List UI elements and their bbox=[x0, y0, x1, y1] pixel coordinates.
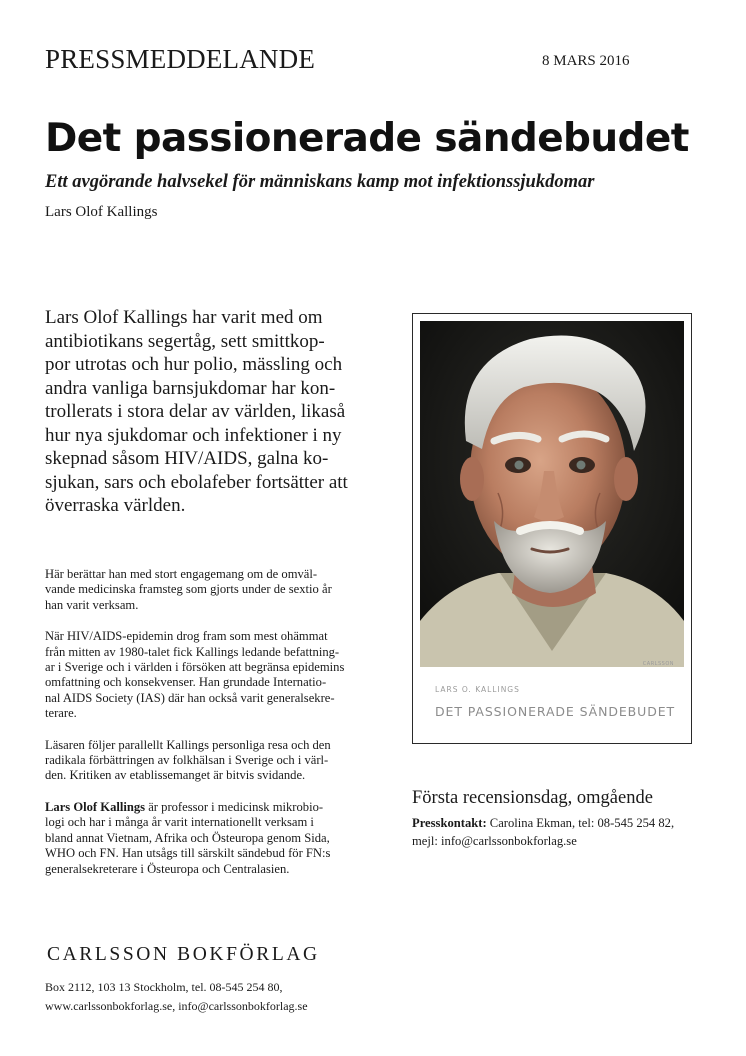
lead-line: andra vanliga barnsjukdomar har kon- bbox=[45, 377, 336, 399]
body-line: han varit verksam. bbox=[45, 597, 139, 612]
author-name: Lars Olof Kallings bbox=[45, 204, 158, 220]
press-contact bbox=[412, 814, 674, 850]
lead-line: hur nya sjukdomar och infektioner i ny bbox=[45, 424, 342, 446]
bio-first-line-rest: är professor i medicinsk mikrobio- bbox=[145, 799, 324, 814]
lead-line: por utrotas och hur polio, mässling och bbox=[45, 354, 343, 375]
contact-email-line: mejl: info@carlssonbokforlag.se bbox=[412, 834, 577, 848]
body-paragraph bbox=[45, 738, 395, 784]
lead-line: sjukan, sars och ebolafeber fortsätter att bbox=[45, 471, 348, 493]
body-line: radikala förbättringen av folkhälsan i Sverige och i värl- bbox=[45, 753, 329, 768]
body-line: omfattning och konsekvenser. Han grundade Internatio- bbox=[45, 675, 327, 690]
release-date: 8 MARS 2016 bbox=[542, 53, 630, 69]
body-line: nal AIDS Society (IAS) där han också varit generalsekre- bbox=[45, 690, 335, 705]
lead-line: antibiotikans segertåg, sett smittkop- bbox=[45, 330, 325, 352]
lead-paragraph bbox=[45, 306, 395, 518]
body-line: bland annat Vietnam, Afrika och Östeuropa genom Sida, bbox=[45, 830, 330, 845]
body-text bbox=[45, 567, 395, 877]
press-release-label: PRESSMEDDELANDE bbox=[45, 44, 316, 74]
publisher-address bbox=[45, 978, 308, 1015]
body-line: Läsaren följer parallellt Kallings personliga resa och den bbox=[45, 737, 331, 752]
body-line: När HIV/AIDS-epidemin drog fram som mest ohämmat bbox=[45, 629, 328, 644]
lead-line: överraska världen. bbox=[45, 495, 186, 516]
body-paragraph bbox=[45, 567, 395, 613]
bio-name: Lars Olof Kallings bbox=[45, 799, 146, 814]
author-bio-paragraph bbox=[45, 800, 395, 877]
subtitle: Ett avgörande halvsekel för människans kamp mot infektionssjukdomar bbox=[45, 172, 595, 192]
photo-credit: CARLSSON bbox=[642, 661, 674, 667]
cover-title: DET PASSIONERADE SÄNDEBUDET bbox=[435, 704, 676, 719]
body-line: från mitten av 1980-talet fick Kallings ledande befattning- bbox=[45, 644, 340, 659]
body-line: ar i Sverige och i världen i försöken att begränsa epidemins bbox=[45, 660, 345, 675]
body-line: WHO och FN. Han utsågs till särskilt sändebud för FN:s bbox=[45, 846, 331, 861]
body-line: logi och har i många år varit internationellt verksam i bbox=[45, 815, 314, 830]
review-date-heading: Första recensionsdag, omgående bbox=[412, 788, 653, 808]
author-portrait bbox=[420, 321, 684, 667]
body-paragraph bbox=[45, 629, 395, 721]
book-cover bbox=[412, 313, 692, 744]
cover-author: LARS O. KALLINGS bbox=[435, 685, 520, 694]
body-line: vande medicinska framsteg som gjorts under de sextio år bbox=[45, 582, 332, 597]
address-line: www.carlssonbokforlag.se, info@carlssonbokforlag.se bbox=[45, 998, 308, 1013]
address-line: Box 2112, 103 13 Stockholm, tel. 08-545 254 80, bbox=[45, 980, 283, 994]
lead-line: trollerats i stora delar av världen, likaså bbox=[45, 401, 346, 422]
body-line: den. Kritiken av etablissemanget är bitvis svidande. bbox=[45, 768, 306, 783]
page-title: Det passionerade sändebudet bbox=[45, 116, 689, 161]
publisher-name: CARLSSON BOKFÖRLAG bbox=[47, 944, 320, 965]
lead-line: skepnad såsom HIV/AIDS, galna ko- bbox=[45, 448, 329, 469]
body-line bbox=[45, 800, 395, 815]
contact-label: Presskontakt: bbox=[412, 816, 487, 830]
lead-line: Lars Olof Kallings har varit med om bbox=[45, 307, 323, 328]
body-line: terare. bbox=[45, 706, 77, 721]
contact-details: Carolina Ekman, tel: 08-545 254 82, bbox=[486, 816, 675, 830]
contact-line bbox=[412, 814, 674, 832]
body-line: generalsekreterare i Östeuropa och Centralasien. bbox=[45, 861, 290, 876]
body-line: Här berättar han med stort engagemang om de omväl- bbox=[45, 567, 318, 581]
